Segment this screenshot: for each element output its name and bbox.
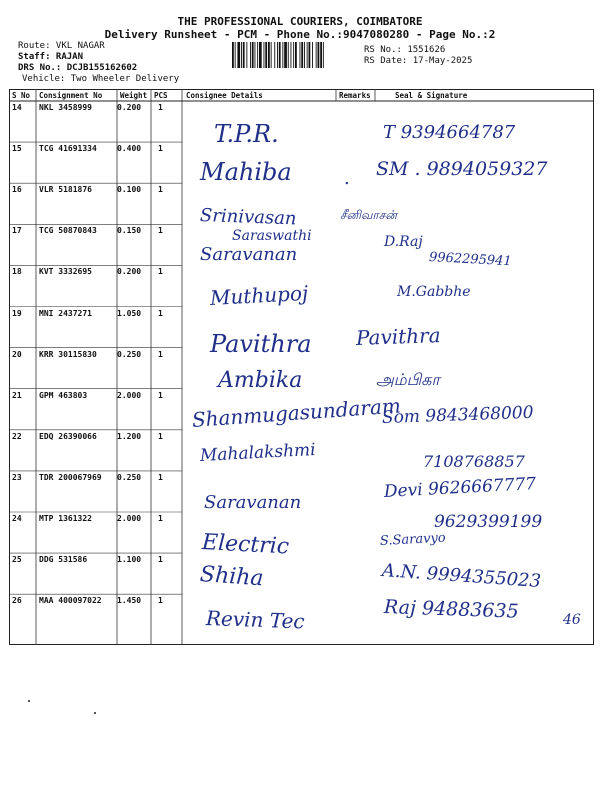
weight-value: 0.250 (117, 349, 142, 359)
drs-number: DRS No.: DCJB155162602 (18, 63, 138, 73)
serial-number: 15 (12, 144, 22, 154)
pieces-count: 1 (158, 226, 163, 236)
pieces-count: 1 (158, 596, 163, 606)
signature-handwriting: T 9394664787 (383, 122, 516, 143)
barcode-bar (309, 42, 311, 68)
barcode-bar (255, 42, 256, 68)
barcode-bar (284, 42, 287, 68)
barcode-bar (295, 42, 297, 68)
barcode-bar (307, 42, 308, 68)
consignment-number: MAA 400097022 (39, 596, 102, 606)
consignee-handwriting: Shanmugasundaram (191, 393, 402, 432)
consignee-handwriting: Mahiba (200, 158, 292, 186)
weight-value: 2.000 (117, 514, 142, 523)
consignment-number: GPM 463803 (39, 390, 88, 400)
pieces-count: 1 (158, 349, 163, 359)
consignment-number: DDG 531586 (39, 555, 88, 565)
weight-value: 0.400 (117, 144, 142, 154)
barcode-bar (288, 42, 289, 68)
signature-handwriting: S.Saravyo (379, 530, 447, 549)
barcode-bar (282, 42, 283, 68)
barcode-bar (274, 42, 275, 68)
vehicle-label: Vehicle: Two Wheeler Delivery (22, 74, 180, 84)
barcode-bar (293, 42, 294, 68)
rs-number: RS No.: 1551626 (364, 45, 446, 55)
serial-number: 20 (12, 349, 22, 359)
col-header-pcs: PCS (154, 91, 168, 100)
rs-date: RS Date: 17-May-2025 (364, 56, 473, 66)
weight-value: 1.100 (117, 555, 142, 565)
consignee-handwriting: Muthupoj (209, 280, 309, 310)
col-header-weight: Weight (120, 91, 148, 100)
col-header-sno: S No (12, 91, 31, 100)
consignee-handwriting: Mahalakshmi (199, 439, 317, 466)
consignment-number: MTP 1361322 (39, 514, 92, 523)
signature-handwriting: Devi 9626667777 (383, 474, 537, 502)
consignment-number: KRR 30115830 (39, 349, 97, 359)
remark-handwriting: சீனிவாசன் (340, 208, 398, 222)
pieces-count: 1 (158, 144, 163, 154)
staff-label: Staff: RAJAN (18, 52, 84, 62)
pieces-count: 1 (158, 308, 163, 318)
pieces-count: 1 (158, 431, 163, 441)
consignee-handwriting: Electric (201, 530, 290, 560)
remark-handwriting: . (344, 168, 350, 189)
document-subtitle: Delivery Runsheet - PCM - Phone No.:9047080280 - Page No.:2 (104, 28, 496, 41)
consignment-number: EDQ 26390066 (39, 431, 97, 441)
weight-value: 0.200 (117, 103, 142, 112)
route-label: Route: VKL NAGAR (18, 41, 105, 51)
signature-handwriting: 9962295941 (428, 250, 512, 270)
consignment-number: NKL 3458999 (39, 103, 92, 112)
barcode-bar (257, 42, 258, 68)
barcode-bar (252, 42, 254, 68)
signature-handwriting: 9629399199 (434, 512, 543, 532)
pieces-count: 1 (158, 103, 163, 112)
barcode-bar (291, 42, 292, 68)
barcode-bar (264, 42, 265, 68)
stray-mark (94, 712, 96, 714)
pieces-count: 1 (158, 555, 163, 565)
barcode-bar (279, 42, 281, 68)
consignee-handwriting: Saravanan (200, 244, 298, 265)
pieces-count: 1 (158, 514, 163, 523)
barcode-bar (232, 42, 234, 68)
consignee-handwriting: Revin Tec (205, 606, 306, 634)
signature-handwriting: Pavithra (355, 323, 441, 350)
consignment-number: MNI 2437271 (39, 308, 92, 318)
weight-value: 1.050 (117, 308, 142, 318)
col-header-consignee: Consignee Details (186, 91, 263, 100)
barcode-bar (237, 42, 240, 68)
consignee-handwriting: Shiha (199, 562, 265, 592)
barcode-bar (246, 42, 247, 68)
barcode-bar (241, 42, 242, 68)
barcode-bar (323, 42, 324, 68)
signature-handwriting: Raj 94883635 (383, 596, 520, 623)
barcode-bar (277, 42, 278, 68)
weight-value: 0.200 (117, 267, 142, 277)
signature-handwriting: SM . 9894059327 (376, 158, 548, 180)
serial-number: 25 (12, 555, 22, 565)
col-header-consignment: Consignment No (39, 91, 103, 100)
barcode-bar (259, 42, 262, 68)
barcode-bar (300, 42, 301, 68)
consignment-number: TCG 41691334 (39, 144, 97, 154)
pieces-count: 1 (158, 185, 163, 195)
barcode-bar (318, 42, 320, 68)
consignee-handwriting: Saravanan (204, 492, 302, 513)
barcode-bar (265, 42, 267, 68)
serial-number: 26 (12, 596, 22, 606)
consignment-number: KVT 3332695 (39, 267, 92, 277)
consignee-handwriting: Saraswathi (232, 228, 312, 244)
consignment-number: TCG 50870843 (39, 226, 97, 236)
barcode-bar (320, 42, 322, 68)
serial-number: 19 (12, 308, 22, 318)
serial-number: 21 (12, 390, 22, 400)
weight-value: 1.450 (117, 596, 142, 606)
weight-value: 2.000 (117, 390, 142, 400)
consignment-number: TDR 200067969 (39, 472, 102, 482)
barcode-bar (271, 42, 272, 68)
serial-number: 17 (12, 226, 22, 236)
weight-value: 0.250 (117, 472, 142, 482)
signature-handwriting: அம்பிகா (376, 370, 440, 389)
consignee-handwriting: Ambika (218, 368, 303, 393)
signature-handwriting: Som 9843468000 (381, 402, 534, 428)
pieces-count: 1 (158, 472, 163, 482)
serial-number: 24 (12, 514, 22, 523)
serial-number: 23 (12, 472, 22, 482)
consignee-handwriting: Pavithra (210, 330, 312, 358)
pieces-count: 1 (158, 390, 163, 400)
consignment-number: VLR 5181876 (39, 185, 92, 195)
consignee-handwriting: T.P.R. (214, 120, 279, 148)
serial-number: 16 (12, 185, 22, 195)
pieces-count: 1 (158, 267, 163, 277)
signature-handwriting: M.Gabbhe (397, 284, 471, 300)
serial-number: 22 (12, 431, 22, 441)
signature-handwriting: D.Raj (384, 234, 423, 250)
consignee-handwriting: Srinivasan (199, 205, 297, 230)
signature-handwriting: 46 (563, 612, 581, 628)
barcode-bar (312, 42, 313, 68)
col-header-signature: Seal & Signature (395, 91, 468, 100)
barcode-bar (301, 42, 303, 68)
barcode (231, 42, 357, 68)
barcode-bar (243, 42, 245, 68)
signature-handwriting: 7108768857 (423, 452, 525, 471)
document-title: THE PROFESSIONAL COURIERS, COIMBATORE (177, 15, 423, 28)
barcode-bar (316, 42, 317, 68)
col-header-remarks: Remarks (339, 91, 371, 100)
weight-value: 0.100 (117, 185, 142, 195)
weight-value: 0.150 (117, 226, 142, 236)
barcode-bar (250, 42, 251, 68)
barcode-bar (268, 42, 270, 68)
serial-number: 14 (12, 103, 22, 112)
barcode-bar (304, 42, 305, 68)
weight-value: 1.200 (117, 431, 142, 441)
serial-number: 18 (12, 267, 22, 277)
signature-handwriting: A.N. 9994355023 (381, 560, 542, 593)
stray-mark (28, 700, 30, 702)
barcode-bar (235, 42, 236, 68)
